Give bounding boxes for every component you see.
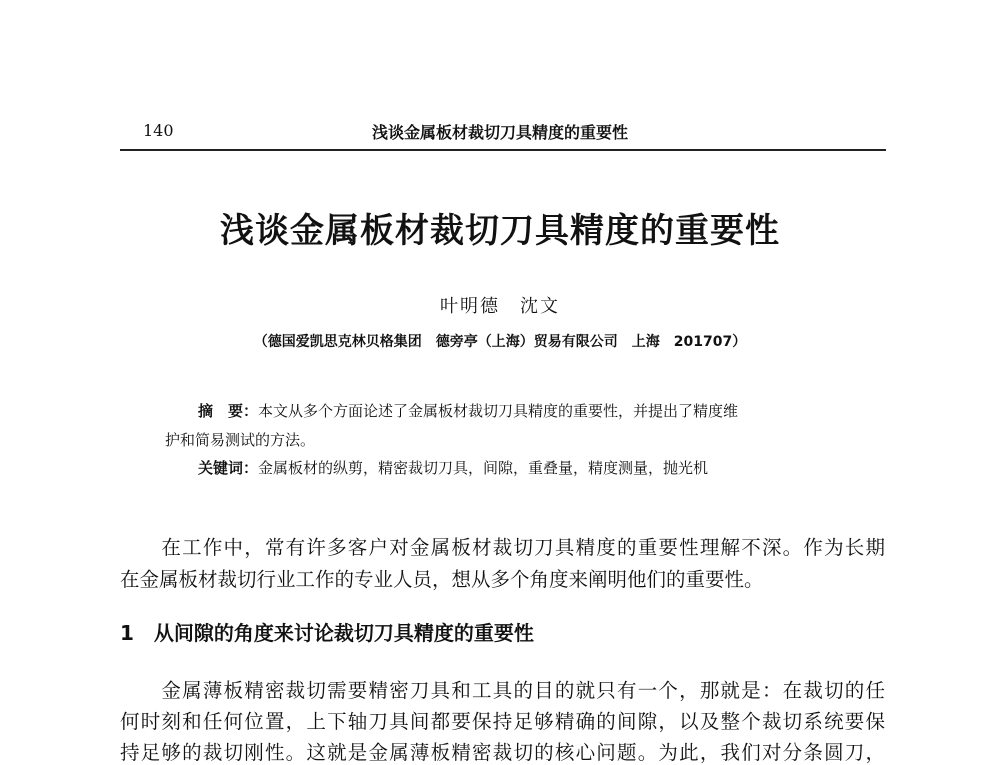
abstract-label: 摘 要： (198, 402, 259, 420)
body-line-2: 何时刻和任何位置，上下轴刀具间都要保持足够精确的间隙，以及整个裁切系统要保 (120, 710, 885, 733)
section-heading: 1 从间隙的角度来讨论裁切刀具精度的重要性 (120, 621, 534, 645)
running-title: 浅谈金属板材裁切刀具精度的重要性 (371, 123, 628, 142)
body-line-1: 金属薄板精密裁切需要精密刀具和工具的目的就只有一个，那就是：在裁切的任 (120, 679, 885, 702)
affiliation: （德国爱凯思克林贝格集团 德旁亭（上海）贸易有限公司 上海 201707） (253, 334, 747, 350)
keywords (198, 457, 708, 478)
authors: 叶明德 沈文 (440, 296, 560, 317)
keywords-label: 关键词： (198, 459, 259, 477)
article-title: 浅谈金属板材裁切刀具精度的重要性 (220, 211, 780, 251)
abstract-text: 本文从多个方面论述了金属板材裁切刀具精度的重要性，并提出了精度维 (258, 402, 739, 420)
abstract-line-2: 护和简易测试的方法。 (165, 431, 316, 449)
body-line-3: 持足够的裁切刚性。这就是金属薄板精密裁切的核心问题。为此，我们对分条圆刀， (120, 741, 885, 764)
header-rule (120, 149, 886, 151)
intro-line-1: 在工作中，常有许多客户对金属板材裁切刀具精度的重要性理解不深。作为长期 (120, 536, 885, 559)
page-number: 140 (143, 121, 174, 140)
intro-line-2: 在金属板材裁切行业工作的专业人员，想从多个角度来阐明他们的重要性。 (120, 568, 764, 591)
abstract-line-1 (198, 400, 738, 421)
keywords-text: 金属板材的纵剪，精密裁切刀具，间隙，重叠量，精度测量，抛光机 (258, 459, 709, 477)
